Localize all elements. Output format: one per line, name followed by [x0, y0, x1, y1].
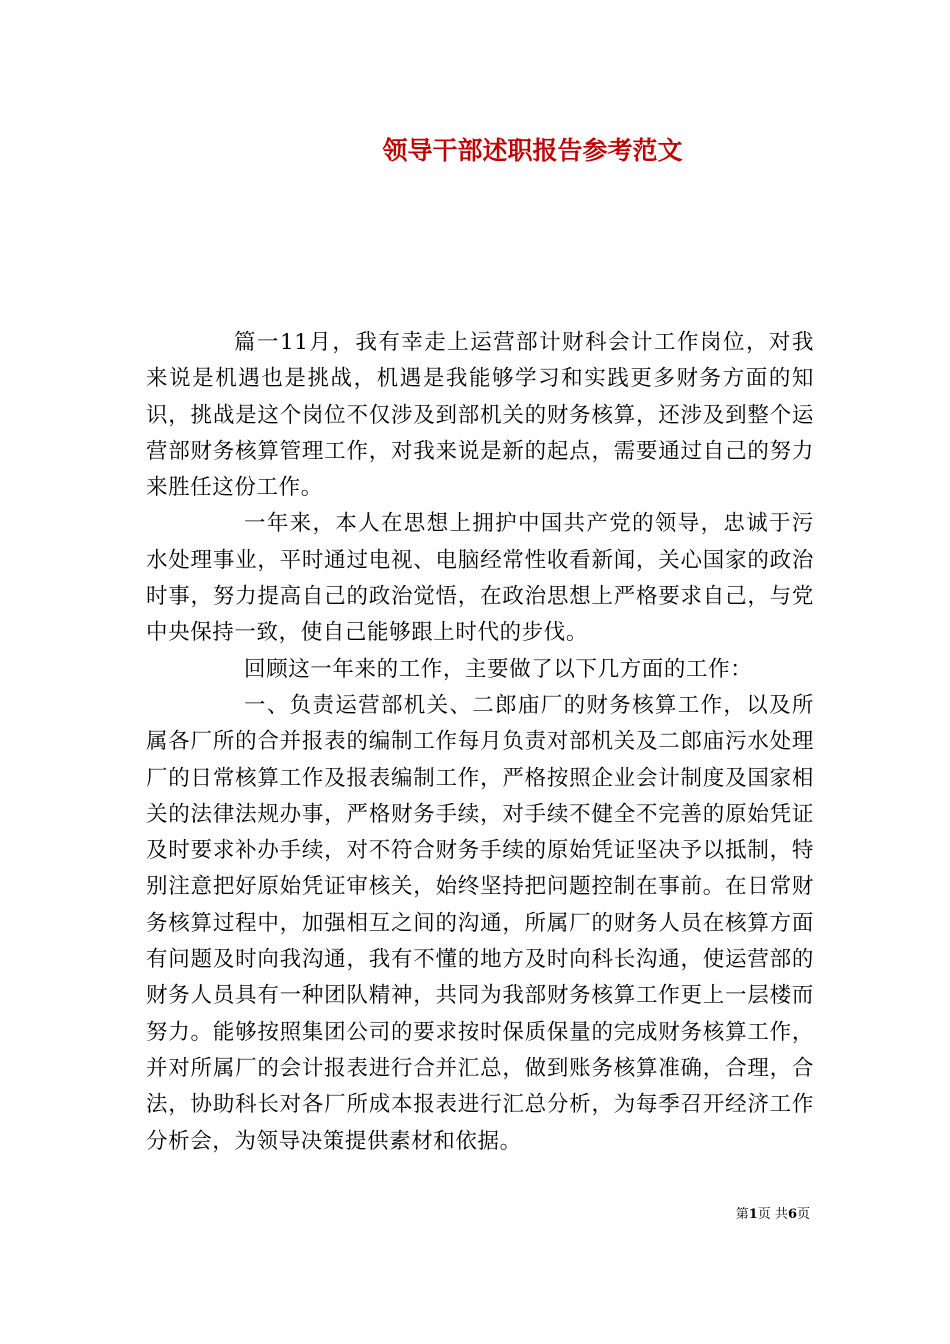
page-footer	[600, 1203, 810, 1222]
footer-suffix: 页	[796, 1207, 810, 1222]
footer-middle: 页 共	[757, 1207, 788, 1222]
footer-prefix: 第	[735, 1207, 749, 1222]
document-body	[146, 325, 814, 1160]
document-title: 领导干部述职报告参考范文	[382, 136, 683, 165]
footer-current-page: 1	[748, 1207, 758, 1222]
paragraph-section-one: 一、负责运营部机关、二郎庙厂的财务核算工作，以及所属各厂所的合并报表的编制工作每月负责对部机关及二郎庙污水处理厂的日常核算工作及报表编制工作，严格按照企业会计制度及国家相关的法律法规办事，严格财务手续，对手续不健全不完善的原始凭证及时要求补办手续，对不符合财务手续的原始凭证坚决予以抵制，特别注意把好原始凭证审核关，始终坚持把问题控制在事前。在日常财务核算过程中，加强相互之间的沟通，所属厂的财务人员在核算方面有问题及时向我沟通，我有不懂的地方及时向科长沟通，使运营部的财务人员具有一种团队精神，共同为我部财务核算工作更上一层楼而努力。能够按照集团公司的要求按时保质保量的完成财务核算工作，并对所属厂的会计报表进行合并汇总，做到账务核算准确，合理，合法，协助科长对各厂所成本报表进行汇总分析，为每季召开经济工作分析会，为领导决策提供素材和依据。	[146, 692, 814, 1154]
paragraph-review: 回顾这一年来的工作，主要做了以下几方面的工作：	[244, 656, 753, 682]
footer-total-pages: 6	[787, 1207, 797, 1222]
paragraph-intro: 篇一11月，我有幸走上运营部计财科会计工作岗位，对我来说是机遇也是挑战，机遇是我能够学习和实践更多财务方面的知识，挑战是这个岗位不仅涉及到部机关的财务核算，还涉及到整个运营部财务核算管理工作，对我来说是新的起点，需要通过自己的努力来胜任这份工作。	[146, 330, 814, 501]
paragraph-political: 一年来，本人在思想上拥护中国共产党的领导，忠诚于污水处理事业，平时通过电视、电脑经常性收看新闻，关心国家的政治时事，努力提高自己的政治觉悟，在政治思想上严格要求自己，与党中央保持一致，使自己能够跟上时代的步伐。	[146, 511, 814, 646]
